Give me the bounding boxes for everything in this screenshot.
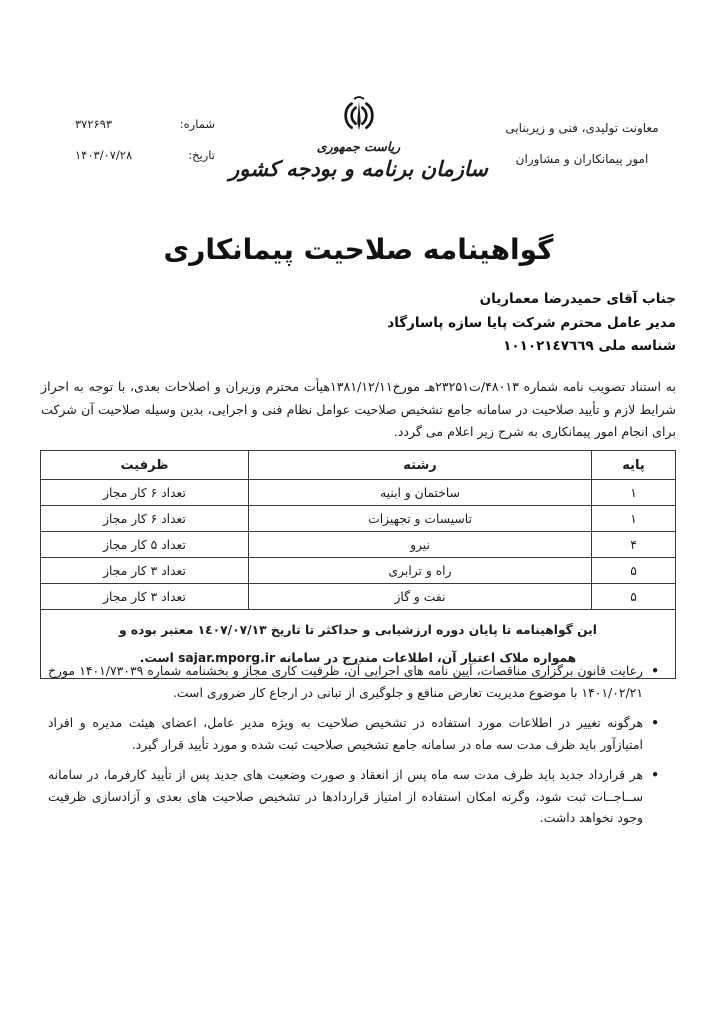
- field-cell: نیرو: [249, 532, 592, 558]
- organization-block: [219, 95, 499, 181]
- field-cell: تاسیسات و تجهیزات: [249, 506, 592, 532]
- table-row: [41, 584, 676, 610]
- grade-cell: ۱: [592, 480, 676, 506]
- bullet-icon: •: [651, 715, 659, 730]
- certificate-body-paragraph: به استناد تصویب نامه شماره ۴۸۰۱۳/ت۲۳۲۵۱هـ مورخ۱۳۸۱/۱۲/۱۱هیأت محترم وزیران و اصلاحات بعدی، با توجه به احراز شرایط لازم و تأیید صلاحیت در سامانه جامع تشخیص صلاحیت عوامل نظام فنی و اجرایی، بدین وسیله صلاحیت آن شرکت برای انجام امور پیمانکاری به شرح زیر اعلام می گردد.: [41, 379, 676, 439]
- qualification-table: [40, 450, 676, 679]
- field-cell: راه و ترابری: [249, 558, 592, 584]
- addressee-block: [41, 288, 676, 359]
- certificate-title: گواهینامه صلاحیت پیمانکاری: [163, 233, 554, 266]
- field-cell: نفت و گاز: [249, 584, 592, 610]
- table-row: [41, 480, 676, 506]
- table-header-row: [41, 451, 676, 480]
- letterhead: [30, 95, 687, 215]
- header-capacity: ظرفیت: [41, 451, 249, 480]
- national-id: شناسه ملی ١٠١٠٢١٤٧٦٦٩: [503, 338, 676, 354]
- addressee-role: مدیر عامل محترم شرکت پایا سازه پاسارگاد: [387, 314, 676, 331]
- validity-notice-line2: همواره ملاک اعتبار آن، اطلاعات مندرج در سامانه sajar.mporg.ir است.: [139, 651, 577, 665]
- letter-date-value: ۱۴۰۳/۰۷/۲۸: [75, 148, 133, 162]
- capacity-cell: تعداد ۵ کار مجاز: [41, 532, 249, 558]
- presidency-line: ریاست جمهوری: [316, 139, 401, 154]
- capacity-cell: تعداد ۳ کار مجاز: [41, 584, 249, 610]
- grade-cell: ۱: [592, 506, 676, 532]
- legal-note-item: [48, 712, 659, 755]
- grade-cell: ۵: [592, 584, 676, 610]
- table-row: [41, 532, 676, 558]
- grade-cell: ۵: [592, 558, 676, 584]
- header-grade: پایه: [592, 451, 676, 480]
- capacity-cell: تعداد ۳ کار مجاز: [41, 558, 249, 584]
- table-row: [41, 558, 676, 584]
- legal-note-text: رعایت قانون برگزاری مناقصات، آیین نامه های اجرایی آن، ظرفیت کاری مجاز و بخشنامه شماره ۱۴۰۱/۷۳۰۳۹ مورخ ۱۴۰۱/۰۲/۲۱ با موضوع مدیریت تعارض منافع و جلوگیری از تبانی در ارجاع کار ضروری است.: [48, 663, 643, 700]
- bullet-icon: •: [651, 767, 659, 782]
- addressee-name: جناب آقای حمیدرضا معماریان: [479, 291, 676, 307]
- legal-notes: [48, 660, 659, 838]
- capacity-cell: تعداد ۶ کار مجاز: [41, 480, 249, 506]
- organization-name: سازمان برنامه و بودجه کشور: [229, 157, 488, 181]
- letter-date-row: [75, 148, 215, 162]
- table-row: [41, 506, 676, 532]
- header-field: رشته: [249, 451, 592, 480]
- legal-note-text: هر قرارداد جدید باید ظرف مدت سه ماه پس از انعقاد و صورت وضعیت های جدید پس از تأیید کارفرما، در سامانه ســاجــات ثبت شود، وگرنه امکان استفاده از امتیاز قراردادها در تشخیص صلاحیت های بعدی و آزادسازی ظرفیت وجود نخواهد داشت.: [48, 767, 643, 825]
- letter-number-value: ۳۷۲۶۹۳: [75, 117, 113, 131]
- field-cell: ساختمان و ابنیه: [249, 480, 592, 506]
- legal-note-item: [48, 660, 659, 703]
- bullet-icon: •: [651, 663, 659, 678]
- iran-emblem-icon: [219, 95, 499, 137]
- letter-date-label: تاریخ:: [188, 148, 215, 162]
- validity-notice-line1: این گواهینامه تا پایان دوره ارزشیابی و حداکثر تا تاریخ ١٤٠٧/٠٧/١٣ معتبر بوده و: [118, 623, 598, 637]
- affairs-line: امور پیمانکاران و مشاوران: [515, 152, 649, 166]
- letter-number-label: شماره:: [179, 117, 215, 131]
- capacity-cell: تعداد ۶ کار مجاز: [41, 506, 249, 532]
- grade-cell: ۴: [592, 532, 676, 558]
- letter-meta: [75, 117, 215, 179]
- legal-note-item: [48, 764, 659, 829]
- legal-note-text: هرگونه تغییر در اطلاعات مورد استفاده در تشخیص صلاحیت به ویژه مدیر عامل، اعضای هیئت مدیره و افراد امتیازآور باید ظرف مدت سه ماه در سامانه جامع تشخیص صلاحیت ثبت شده و مورد تأیید قرار گیرد.: [48, 715, 643, 752]
- department-block: [482, 113, 682, 175]
- letter-number-row: [75, 117, 215, 131]
- deputy-line: معاونت تولیدی، فنی و زیربنایی: [505, 121, 659, 135]
